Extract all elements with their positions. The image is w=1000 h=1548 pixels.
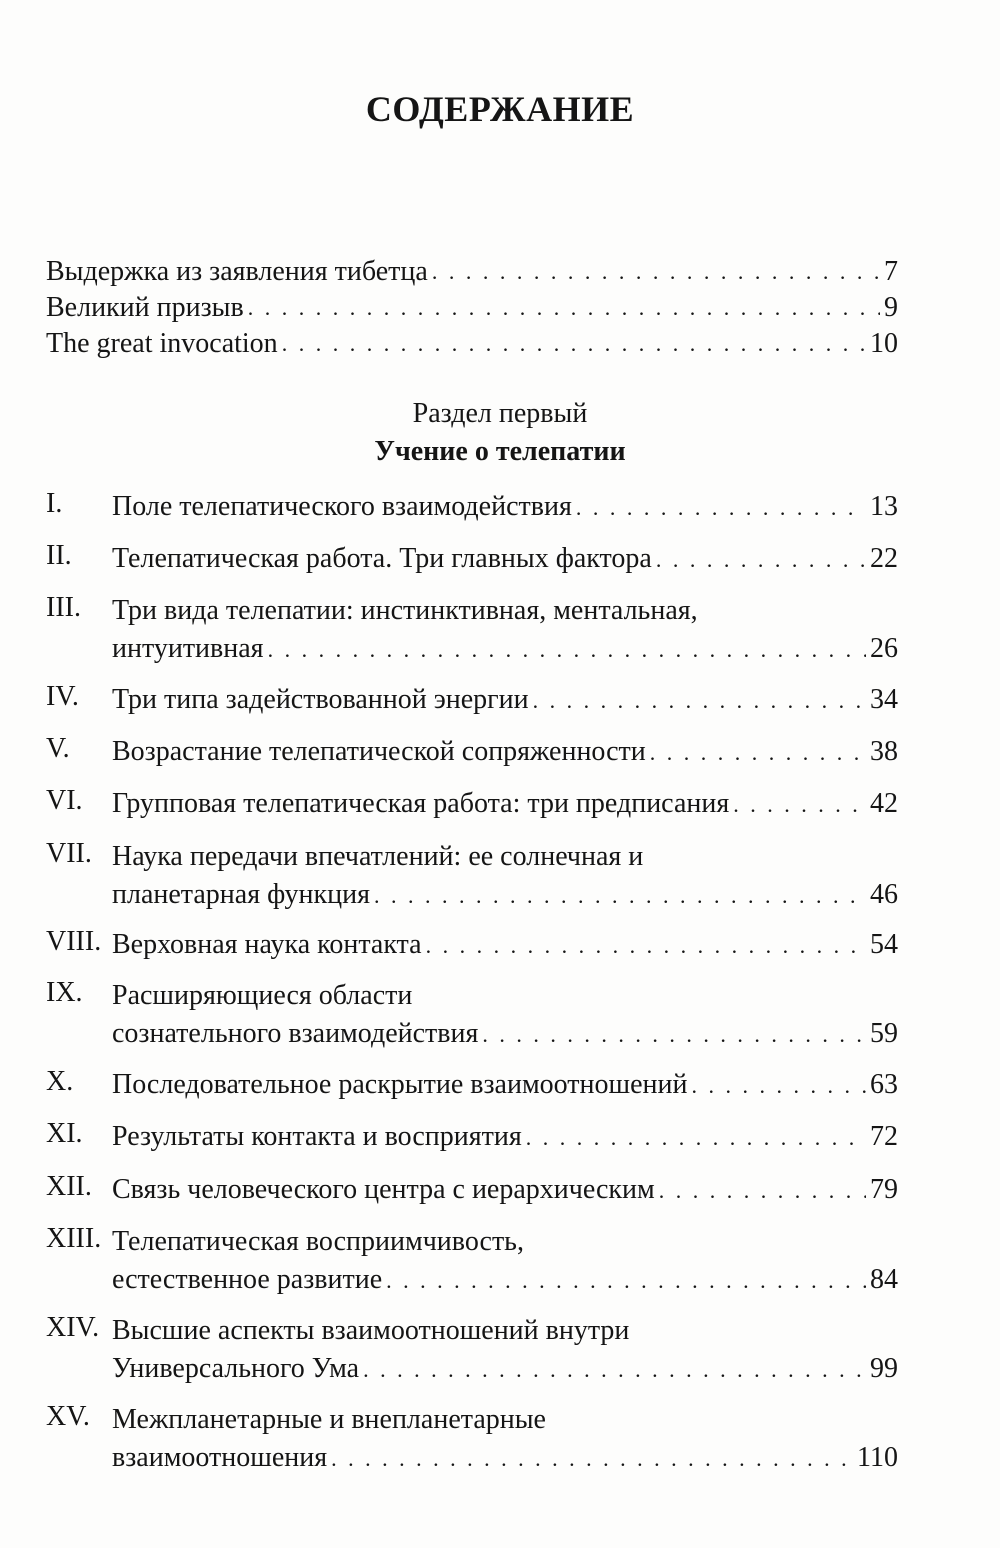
chapter-title-line bbox=[112, 1261, 898, 1299]
chapter-page-number: 110 bbox=[857, 1442, 898, 1473]
chapter-body bbox=[112, 1066, 898, 1104]
dot-leader bbox=[533, 683, 866, 719]
chapter-title-text: планетарная функция bbox=[112, 879, 370, 910]
dot-leader bbox=[331, 1441, 853, 1477]
chapter-page-number: 59 bbox=[870, 1018, 898, 1049]
chapter-title-text: Групповая телепатическая работа: три предписания bbox=[112, 788, 730, 819]
preface-entry bbox=[46, 254, 898, 290]
chapter-number: XIV. bbox=[46, 1312, 100, 1343]
chapter-title-line bbox=[112, 977, 898, 1015]
chapter-page-number: 54 bbox=[870, 929, 898, 960]
chapter-title-line bbox=[112, 785, 898, 823]
chapter-body bbox=[112, 681, 898, 719]
chapter-title-line bbox=[112, 1223, 898, 1261]
chapter-title-text: Наука передачи впечатлений: ее солнечная и bbox=[112, 841, 644, 872]
preface-entry bbox=[46, 326, 898, 362]
chapter-body bbox=[112, 488, 898, 526]
dot-leader bbox=[248, 290, 880, 326]
dot-leader bbox=[268, 632, 866, 668]
chapter-number: XIII. bbox=[46, 1223, 102, 1254]
chapter-title-text: Верховная наука контакта bbox=[112, 929, 422, 960]
chapter-page-number: 84 bbox=[870, 1264, 898, 1295]
section-title: Учение о телепатии bbox=[374, 436, 626, 467]
chapter-number: III. bbox=[46, 592, 81, 623]
dot-leader bbox=[482, 1017, 866, 1053]
chapter-body bbox=[112, 1223, 898, 1299]
chapter-title-line bbox=[112, 630, 898, 668]
chapter-body bbox=[112, 733, 898, 771]
chapter-body bbox=[112, 1171, 898, 1209]
dot-leader bbox=[374, 878, 866, 914]
dot-leader bbox=[282, 326, 866, 362]
chapter-page-number: 26 bbox=[870, 633, 898, 664]
chapter-title-text: Результаты контакта и восприятия bbox=[112, 1121, 522, 1152]
preface-entry bbox=[46, 290, 898, 326]
chapter-page-number: 79 bbox=[870, 1174, 898, 1205]
preface-entry-text: Выдержка из заявления тибетца bbox=[46, 256, 428, 287]
dot-leader bbox=[526, 1120, 866, 1156]
chapter-body bbox=[112, 1118, 898, 1156]
chapter-number: VI. bbox=[46, 785, 83, 816]
chapter-number: XV. bbox=[46, 1401, 90, 1432]
chapter-title-text: Последовательное раскрытие взаимоотношений bbox=[112, 1069, 688, 1100]
chapter-title-text: естественное развитие bbox=[112, 1264, 383, 1295]
chapter-number: VII. bbox=[46, 838, 92, 869]
chapter-title-line bbox=[112, 1171, 898, 1209]
chapter-title-text: Возрастание телепатической сопряженности bbox=[112, 736, 646, 767]
chapter-title-text: Телепатическая работа. Три главных фактора bbox=[112, 543, 652, 574]
dot-leader bbox=[386, 1263, 866, 1299]
chapter-title-text: Высшие аспекты взаимоотношений внутри bbox=[112, 1315, 630, 1346]
chapter-title-line bbox=[112, 1066, 898, 1104]
chapter-body bbox=[112, 838, 898, 914]
chapter-title-line bbox=[112, 1350, 898, 1388]
chapter-title-line bbox=[112, 1439, 898, 1477]
chapter-title-text: Три вида телепатии: инстинктивная, ментальная, bbox=[112, 595, 698, 626]
chapter-number: II. bbox=[46, 540, 72, 571]
preface-entry-page: 9 bbox=[884, 292, 898, 323]
chapter-title-text: сознательного взаимодействия bbox=[112, 1018, 479, 1049]
chapter-body bbox=[112, 1401, 898, 1477]
chapter-title-text: взаимоотношения bbox=[112, 1442, 328, 1473]
chapter-page-number: 72 bbox=[870, 1121, 898, 1152]
chapter-page-number: 34 bbox=[870, 684, 898, 715]
chapter-title-line bbox=[112, 1118, 898, 1156]
chapter-page-number: 42 bbox=[870, 788, 898, 819]
chapter-page-number: 22 bbox=[870, 543, 898, 574]
chapter-number: X. bbox=[46, 1066, 74, 1097]
dot-leader bbox=[426, 928, 866, 964]
dot-leader bbox=[576, 490, 866, 526]
chapter-number: V. bbox=[46, 733, 70, 764]
chapter-number: I. bbox=[46, 488, 63, 519]
chapter-title-line bbox=[112, 1401, 898, 1439]
chapter-title-text: Связь человеческого центра с иерархическим bbox=[112, 1174, 655, 1205]
chapter-title-text: Универсального Ума bbox=[112, 1353, 360, 1384]
dot-leader bbox=[432, 254, 880, 290]
chapter-title-text: Поле телепатического взаимодействия bbox=[112, 491, 572, 522]
chapter-title-line bbox=[112, 1015, 898, 1053]
chapter-title-line bbox=[112, 876, 898, 914]
chapter-body bbox=[112, 785, 898, 823]
chapter-body bbox=[112, 1312, 898, 1388]
section-label: Раздел первый bbox=[412, 398, 588, 429]
chapter-number: IX. bbox=[46, 977, 83, 1008]
preface-entry-text: Великий призыв bbox=[46, 292, 244, 323]
chapter-page-number: 46 bbox=[870, 879, 898, 910]
dot-leader bbox=[659, 1173, 866, 1209]
chapter-title-text: Межпланетарные и внепланетарные bbox=[112, 1404, 546, 1435]
chapter-body bbox=[112, 592, 898, 668]
chapter-title-text: интуитивная bbox=[112, 633, 264, 664]
chapter-title-line bbox=[112, 733, 898, 771]
preface-entry-page: 10 bbox=[870, 328, 898, 359]
chapter-title-line bbox=[112, 681, 898, 719]
chapter-title-line bbox=[112, 838, 898, 876]
chapter-page-number: 38 bbox=[870, 736, 898, 767]
dot-leader bbox=[650, 735, 866, 771]
chapter-number: IV. bbox=[46, 681, 79, 712]
chapter-page-number: 13 bbox=[870, 491, 898, 522]
chapter-title-line bbox=[112, 488, 898, 526]
chapter-page-number: 63 bbox=[870, 1069, 898, 1100]
chapter-number: XI. bbox=[46, 1118, 83, 1149]
page-title: СОДЕРЖАНИЕ bbox=[365, 89, 635, 129]
preface-entry-page: 7 bbox=[884, 256, 898, 287]
preface-entry-text: The great invocation bbox=[46, 328, 278, 359]
chapter-title-line bbox=[112, 1312, 898, 1350]
chapter-title-line bbox=[112, 926, 898, 964]
chapter-title-line bbox=[112, 540, 898, 578]
chapter-body bbox=[112, 977, 898, 1053]
chapter-body bbox=[112, 926, 898, 964]
chapter-number: VIII. bbox=[46, 926, 102, 957]
dot-leader bbox=[733, 787, 866, 823]
dot-leader bbox=[691, 1068, 866, 1104]
chapter-body bbox=[112, 540, 898, 578]
chapter-number: XII. bbox=[46, 1171, 92, 1202]
dot-leader bbox=[363, 1352, 866, 1388]
chapter-title-text: Три типа задействованной энергии bbox=[112, 684, 529, 715]
dot-leader bbox=[656, 542, 866, 578]
chapter-page-number: 99 bbox=[870, 1353, 898, 1384]
chapter-title-line bbox=[112, 592, 898, 630]
chapter-title-text: Телепатическая восприимчивость, bbox=[112, 1226, 524, 1257]
chapter-title-text: Расширяющиеся области bbox=[112, 980, 413, 1011]
